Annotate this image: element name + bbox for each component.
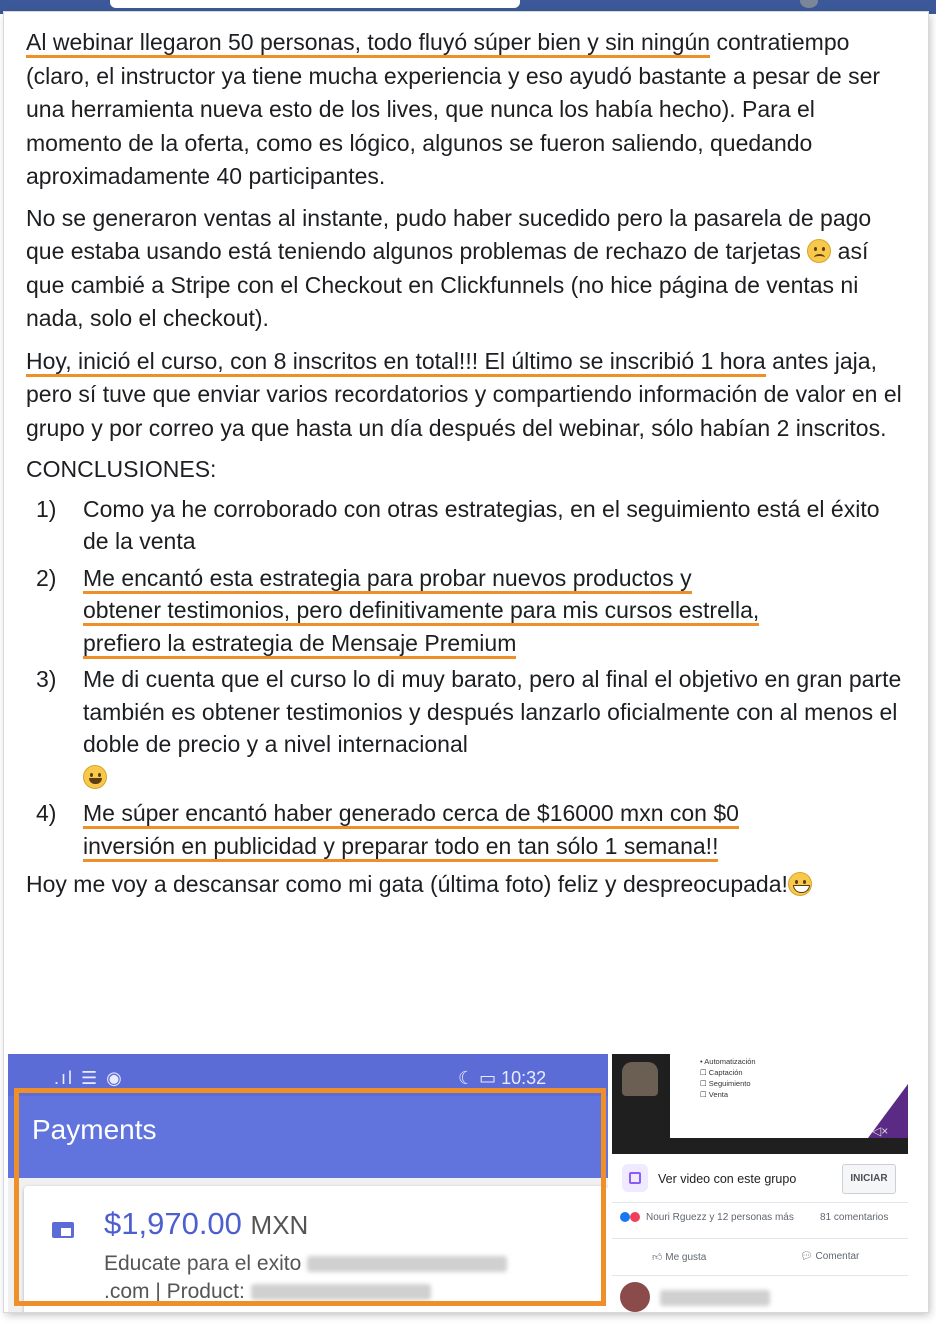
redacted-text bbox=[660, 1290, 770, 1306]
post-body bbox=[26, 26, 906, 902]
paragraph-text: así que cambié a Stripe con el Checkout en Clickfunnels (no hice página de ventas ni nada, solo el checkout). bbox=[26, 238, 869, 331]
slide-bullet: ☐ Seguimiento bbox=[700, 1079, 751, 1088]
underlined-text: inversión en publicidad y preparar todo en tan sólo 1 semana!! bbox=[83, 833, 718, 862]
list-item bbox=[26, 562, 906, 660]
list-number: 1) bbox=[36, 495, 57, 522]
paragraph-sales bbox=[26, 202, 906, 336]
paragraph-text: contratiempo (claro, el instructor ya tiene mucha experiencia y eso ayudó bastante a pesar de ser una herramienta nueva esto de los lives, que nunca los había hecho). Para el momento de la oferta, como es lógico, algunos se fueron saliendo, quedando aproximadamente 40 participantes. bbox=[26, 29, 881, 189]
paragraph-webinar bbox=[26, 26, 906, 194]
conclusions-heading: CONCLUSIONES: bbox=[26, 456, 217, 482]
page-title: Payments bbox=[32, 1114, 157, 1145]
signal-wifi-icon: .ıl ☰ ◉ bbox=[54, 1068, 124, 1088]
comment-label: Comentar bbox=[815, 1251, 860, 1262]
underlined-text: Me encantó esta estrategia para probar nuevos productos y bbox=[83, 565, 692, 594]
product-text: .com | Product: bbox=[104, 1280, 245, 1303]
underlined-text: Me súper encantó haber generado cerca de $16000 mxn con $0 bbox=[83, 800, 739, 829]
watch-party-row bbox=[612, 1158, 908, 1203]
like-label: Me gusta bbox=[665, 1252, 707, 1263]
slide-bullets bbox=[700, 1056, 756, 1100]
start-button[interactable]: INICIAR bbox=[842, 1164, 896, 1194]
list-number: 4) bbox=[36, 800, 57, 826]
comment-row bbox=[612, 1280, 908, 1312]
profile-avatar[interactable] bbox=[800, 0, 818, 8]
status-time: ☾ ▭ 10:32 bbox=[458, 1068, 547, 1088]
reactions-row bbox=[612, 1210, 908, 1232]
video-player[interactable] bbox=[612, 1054, 908, 1154]
watch-party-icon bbox=[622, 1164, 648, 1192]
underlined-text: Hoy, inició el curso, con 8 inscritos en total!!! El último se inscribió 1 hora bbox=[26, 348, 766, 377]
facebook-video-snippet bbox=[612, 1054, 908, 1312]
comment-icon: 💬︎ bbox=[800, 1251, 816, 1262]
paragraph-text: Hoy me voy a descansar como mi gata (última foto) feliz y despreocupada! bbox=[26, 871, 788, 897]
list-item bbox=[26, 493, 906, 558]
amount-currency: MXN bbox=[250, 1210, 309, 1240]
reactions-text[interactable]: Nouri Rguezz y 12 personas más bbox=[646, 1212, 794, 1223]
description-text: Educate para el exito bbox=[104, 1252, 302, 1275]
like-reaction-icon bbox=[620, 1212, 630, 1222]
browser-tab[interactable] bbox=[110, 0, 520, 8]
mute-icon[interactable]: ◁× bbox=[872, 1124, 889, 1138]
paragraph-text: No se generaron ventas al instante, pudo haber sucedido pero la pasarela de pago que estaba usando está teniendo algunos problemas de rechazo de tarjetas bbox=[26, 204, 872, 264]
list-number: 3) bbox=[36, 666, 57, 692]
watch-party-text: Ver video con este grupo bbox=[658, 1172, 797, 1186]
underlined-text: obtener testimonios, pero definitivamente para mis cursos estrella, bbox=[83, 597, 759, 626]
orange-highlight-box bbox=[14, 1088, 606, 1306]
paragraph-course bbox=[26, 345, 906, 446]
underlined-text: prefiero la estrategia de Mensaje Premium bbox=[83, 630, 516, 659]
grinning-face-icon bbox=[788, 872, 812, 896]
amount-value: $1,970.00 bbox=[104, 1206, 242, 1241]
like-button[interactable] bbox=[652, 1251, 706, 1263]
comments-count[interactable]: 81 comentarios bbox=[820, 1212, 889, 1223]
thumbs-up-icon: 👍︎ bbox=[652, 1252, 666, 1263]
list-number: 2) bbox=[36, 564, 57, 591]
love-reaction-icon bbox=[630, 1212, 640, 1222]
sad-face-icon bbox=[807, 239, 831, 263]
actions-row bbox=[612, 1238, 908, 1276]
list-item bbox=[26, 797, 906, 862]
slide-bullet: ☐ Venta bbox=[700, 1090, 728, 1099]
paragraph-closing bbox=[26, 868, 906, 902]
list-text: Como ya he corroborado con otras estrategias, en el seguimiento está el éxito de la venta bbox=[83, 495, 880, 554]
underlined-text: Al webinar llegaron 50 personas, todo fluyó súper bien y sin ningún bbox=[26, 29, 710, 58]
list-text: Me di cuenta que el curso lo di muy barato, pero al final el objetivo en gran parte también es obtener testimonios y después lanzarlo oficialmente con al menos el doble de precio y a nivel internacional bbox=[83, 666, 902, 757]
avatar[interactable] bbox=[620, 1282, 650, 1312]
presenter-thumbnail bbox=[622, 1062, 658, 1096]
paragraph-text: antes jaja, pero sí tuve que enviar varios recordatorios y compartiendo información de valor en el grupo y por correo ya que hasta un día después del webinar, sólo habían 2 inscritos. bbox=[26, 347, 902, 441]
slide-bullet: ☐ Captación bbox=[700, 1068, 743, 1077]
slide-bullet: • Automatización bbox=[700, 1057, 756, 1066]
conclusions-list bbox=[26, 493, 906, 863]
smiley-face-icon bbox=[83, 765, 107, 789]
comment-button[interactable] bbox=[800, 1251, 859, 1262]
list-item bbox=[26, 663, 906, 793]
